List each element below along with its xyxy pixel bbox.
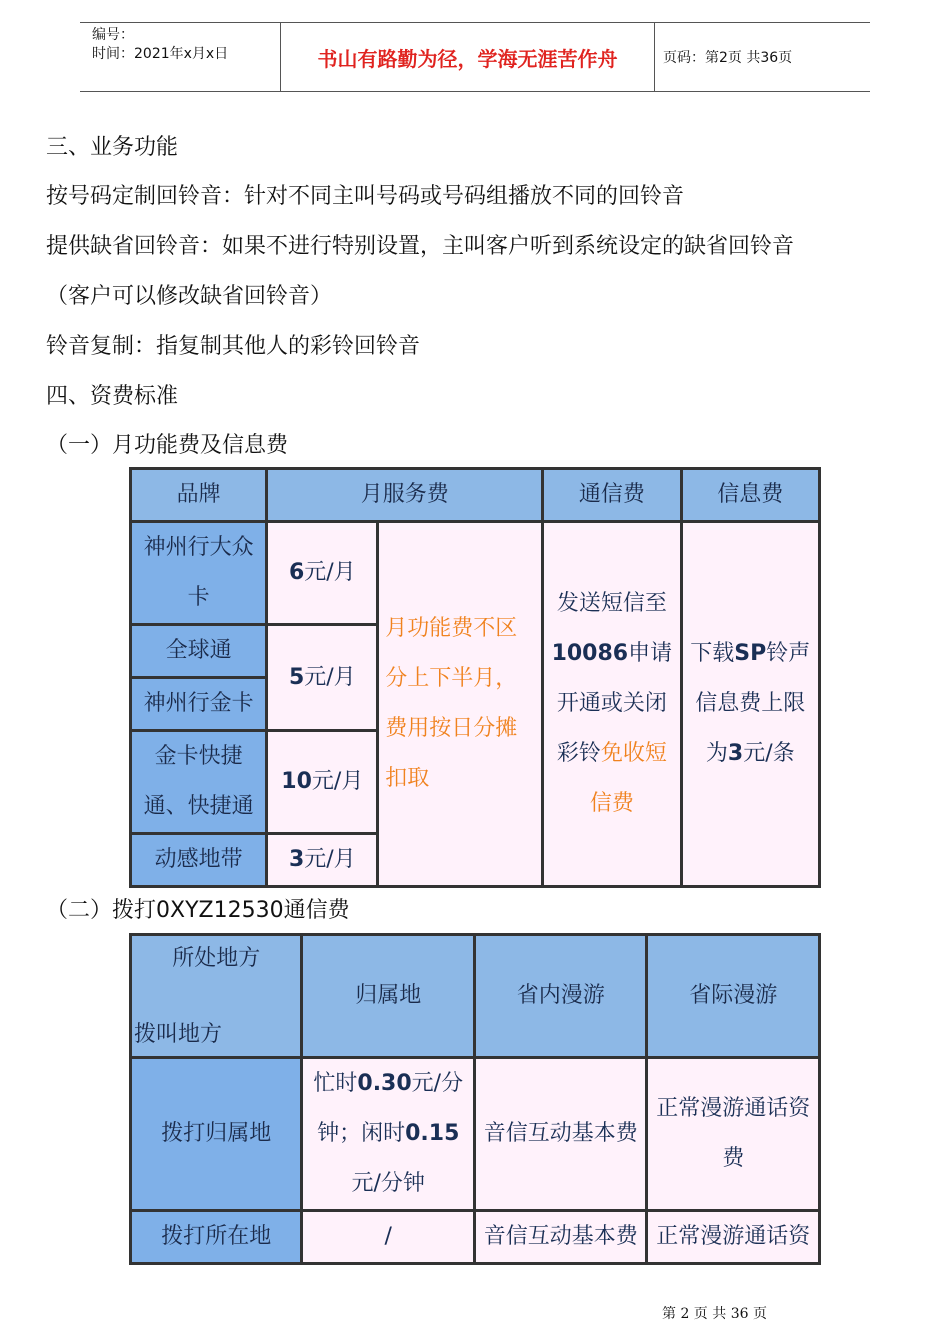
- section-heading-4: 四、资费标准: [46, 384, 179, 409]
- comm-note-cell: 发送短信至10086申请开通或关闭彩铃免收短信费: [544, 523, 679, 885]
- brand-cell: 神州行大众卡: [132, 523, 265, 623]
- brand-cell: 金卡快捷通、快捷通: [132, 732, 265, 832]
- header-meta-cell: [80, 23, 281, 91]
- header-inter-province-roam: 省际漫游: [648, 936, 818, 1056]
- home-fee-cell: 忙时0.30元/分钟；闲时0.15元/分钟: [303, 1059, 473, 1209]
- paragraph-1: 按号码定制回铃音：针对不同主叫号码或号码组播放不同的回铃音: [46, 184, 685, 209]
- fee-cell: 6元/月: [268, 523, 376, 623]
- monthly-fee-table: [129, 467, 821, 888]
- code-label: 编号：: [92, 27, 134, 43]
- info-note-cell: 下载SP铃声信息费上限为3元/条: [683, 523, 818, 885]
- fee-cell: 5元/月: [268, 626, 376, 729]
- monthly-note-cell: 月功能费不区分上下半月，费用按日分摊扣取: [379, 523, 541, 885]
- paragraph-3: （客户可以修改缺省回铃音）: [46, 284, 333, 309]
- province-fee-cell: 音信互动基本费: [476, 1059, 646, 1209]
- header-info-fee: 信息费: [683, 470, 818, 520]
- header-monthly-fee: 月服务费: [268, 470, 541, 520]
- corner-cell: 所处地方 拨叫地方: [132, 936, 300, 1056]
- province-fee-cell: 音信互动基本费: [476, 1212, 646, 1262]
- brand-cell: 全球通: [132, 626, 265, 676]
- brand-cell: 动感地带: [132, 835, 265, 885]
- header-home: 归属地: [303, 936, 473, 1056]
- paragraph-4: 铃音复制：指复制其他人的彩铃回铃音: [46, 334, 421, 359]
- paragraph-2: 提供缺省回铃音：如果不进行特别设置，主叫客户听到系统设定的缺省回铃音: [46, 234, 795, 259]
- row-label: 拨打归属地: [132, 1059, 300, 1209]
- motto: 书山有路勤为径，学海无涯苦作舟: [317, 46, 618, 71]
- page-number-cell: [655, 23, 870, 91]
- inter-province-fee-cell: 正常漫游通话资: [648, 1212, 818, 1262]
- fee-cell: 10元/月: [268, 732, 376, 832]
- header-brand: 品牌: [132, 470, 265, 520]
- motto-cell: [281, 23, 655, 91]
- row-label: 拨打所在地: [132, 1212, 300, 1262]
- fee-cell: 3元/月: [268, 835, 376, 885]
- section-heading-3: 三、业务功能: [46, 135, 179, 160]
- subheading-2: （二）拨打0XYZ12530通信费: [46, 898, 350, 923]
- page-header: [80, 22, 870, 92]
- page-number: 页码：第2页 共36页: [663, 50, 793, 66]
- subheading-1: （一）月功能费及信息费: [46, 433, 289, 458]
- page-footer: 第 2 页 共 36 页: [662, 1306, 767, 1322]
- brand-cell: 神州行金卡: [132, 679, 265, 729]
- home-fee-cell: /: [303, 1212, 473, 1262]
- calling-fee-table: [129, 933, 821, 1265]
- time-label: 时间：2021年x月x日: [92, 46, 229, 62]
- inter-province-fee-cell: 正常漫游通话资费: [648, 1059, 818, 1209]
- header-province-roam: 省内漫游: [476, 936, 646, 1056]
- header-comm-fee: 通信费: [544, 470, 679, 520]
